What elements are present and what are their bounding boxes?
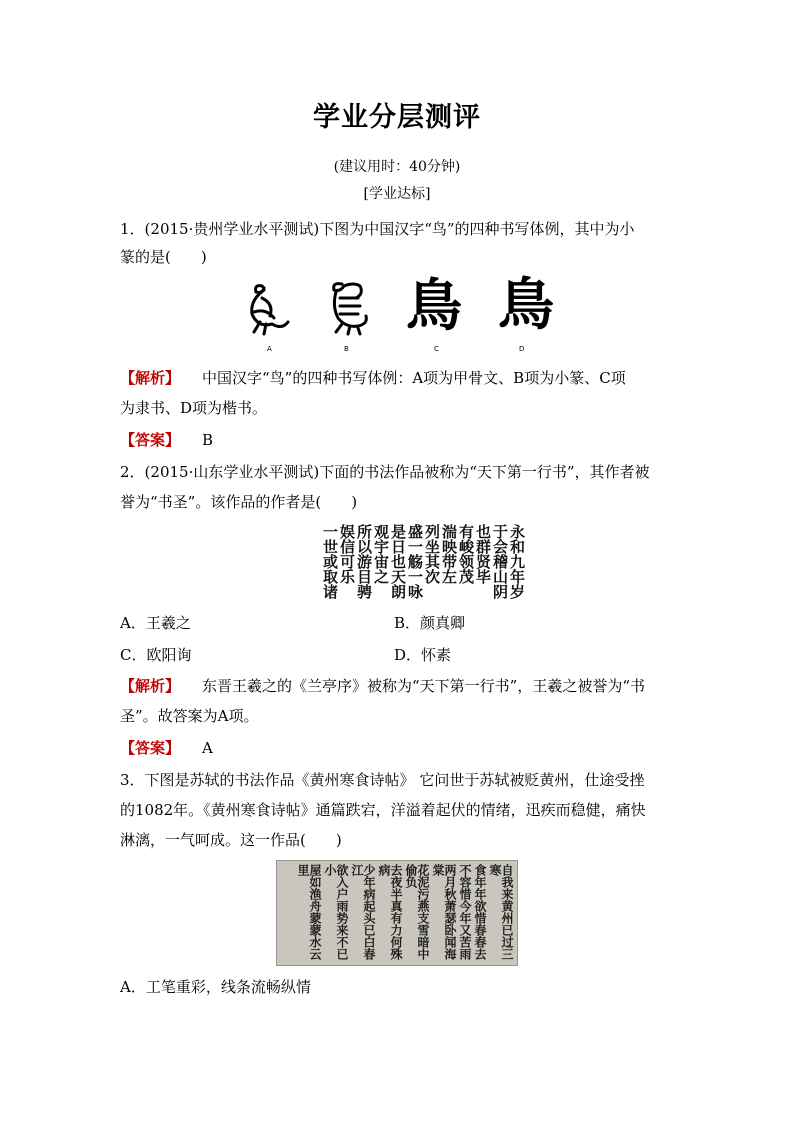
section-heading: [学业达标] bbox=[363, 186, 431, 202]
q1-figure bbox=[240, 273, 560, 358]
q2-analysis-line1 bbox=[120, 676, 680, 696]
analysis-tag: 【解析】 bbox=[120, 677, 181, 695]
q2-stem-line2: 誉为“书圣”。该作品的作者是( ) bbox=[120, 493, 358, 511]
q2-answer bbox=[120, 738, 680, 758]
q2-analysis-line2: 圣”。故答案为A项。 bbox=[120, 707, 259, 725]
q2-option-c[interactable]: C．欧阳询 bbox=[120, 646, 192, 664]
q2-option-b[interactable]: B．颜真卿 bbox=[394, 614, 466, 632]
q2-option-a[interactable]: A．王羲之 bbox=[120, 614, 191, 632]
figure-label-b: B bbox=[344, 345, 349, 353]
calligraphy-column: 永和九年岁 bbox=[508, 524, 526, 599]
q1-answer bbox=[120, 430, 680, 450]
calligraphy-column: 少年病起头已白春江 bbox=[350, 864, 376, 960]
calligraphy-column: 是日也天朗 bbox=[389, 524, 407, 599]
small-seal-bird-glyph bbox=[324, 278, 376, 336]
answer-tag: 【答案】 bbox=[120, 431, 181, 449]
calligraphy-column: 一世或取诸 bbox=[321, 524, 339, 599]
calligraphy-column: 湍映带左 bbox=[440, 524, 458, 584]
figure-label-a: A bbox=[267, 345, 272, 353]
calligraphy-column: 不容惜今年又苦雨 bbox=[458, 864, 472, 960]
figure-label-c: C bbox=[434, 345, 439, 353]
analysis-tag: 【解析】 bbox=[120, 369, 181, 387]
calligraphy-column: 盛一觞一咏 bbox=[406, 524, 424, 599]
lanting-xu-calligraphy-image bbox=[258, 522, 528, 602]
q1-analysis-text: 中国汉字“鸟”的四种书写体例：A项为甲骨文、B项为小篆、C项 bbox=[202, 369, 626, 387]
q1-stem-line1: 1．(2015·贵州学业水平测试)下图为中国汉字“鸟”的四种书写体例，其中为小 bbox=[120, 220, 635, 238]
calligraphy-column: 有峻领茂 bbox=[457, 524, 475, 584]
calligraphy-column: 两月秋萧瑟卧闻海棠 bbox=[431, 864, 457, 960]
answer-tag: 【答案】 bbox=[120, 739, 181, 757]
q1-answer-value: B bbox=[202, 431, 214, 449]
q1-analysis-line1 bbox=[120, 368, 680, 388]
q3-stem-line1: 3．下图是苏轼的书法作品《黄州寒食诗帖》 它问世于苏轼被贬黄州，仕途受挫 bbox=[120, 771, 645, 789]
q2-answer-value: A bbox=[202, 739, 213, 757]
calligraphy-column: 屋如渔舟蒙蒙水云里 bbox=[296, 864, 322, 960]
q3-option-a[interactable]: A．工笔重彩，线条流畅纵情 bbox=[120, 978, 311, 996]
q3-stem-line3: 淋漓，一气呵成。这一作品( ) bbox=[120, 831, 342, 849]
calligraphy-column: 于会稽山阴 bbox=[491, 524, 509, 599]
calligraphy-column: 也群贤毕 bbox=[474, 524, 492, 584]
calligraphy-column: 列坐其次 bbox=[423, 524, 441, 584]
figure-label-d: D bbox=[519, 345, 525, 353]
regular-script-bird-glyph: 鳥 bbox=[498, 273, 554, 338]
suggested-time: (建议用时：40分钟) bbox=[333, 159, 461, 175]
oracle-bone-bird-glyph bbox=[240, 278, 298, 336]
calligraphy-column: 观宇宙之 bbox=[372, 524, 390, 584]
huangzhou-hanshi-calligraphy-image bbox=[276, 860, 518, 966]
q3-stem-line2: 的1082年。《黄州寒食诗帖》通篇跌宕，洋溢着起伏的情绪，迅疾而稳健，痛快 bbox=[120, 801, 646, 819]
calligraphy-column: 自我来黄州已过三寒 bbox=[488, 864, 514, 960]
q1-analysis-line2: 为隶书、D项为楷书。 bbox=[120, 399, 268, 417]
calligraphy-column: 花泥污燕支雪暗中偷负 bbox=[404, 864, 430, 960]
clerical-script-bird-glyph: 鳥 bbox=[406, 273, 462, 339]
calligraphy-column: 食年年欲惜春春去 bbox=[473, 864, 487, 960]
q2-stem-line1: 2．(2015·山东学业水平测试)下面的书法作品被称为“天下第一行书”，其作者被 bbox=[120, 463, 650, 481]
q2-option-d[interactable]: D．怀素 bbox=[394, 646, 452, 664]
q2-analysis-text: 东晋王羲之的《兰亭序》被称为“天下第一行书”，王羲之被誉为“书 bbox=[202, 677, 646, 695]
calligraphy-column: 娱信可乐 bbox=[338, 524, 356, 584]
calligraphy-column: 所以游目骋 bbox=[355, 524, 373, 599]
calligraphy-column: 欲入户雨势来不已小 bbox=[323, 864, 349, 960]
page-title: 学业分层测评 bbox=[313, 102, 481, 133]
calligraphy-column: 去夜半真有力何殊病 bbox=[377, 864, 403, 960]
q1-stem-line2: 篆的是( ) bbox=[120, 248, 207, 266]
